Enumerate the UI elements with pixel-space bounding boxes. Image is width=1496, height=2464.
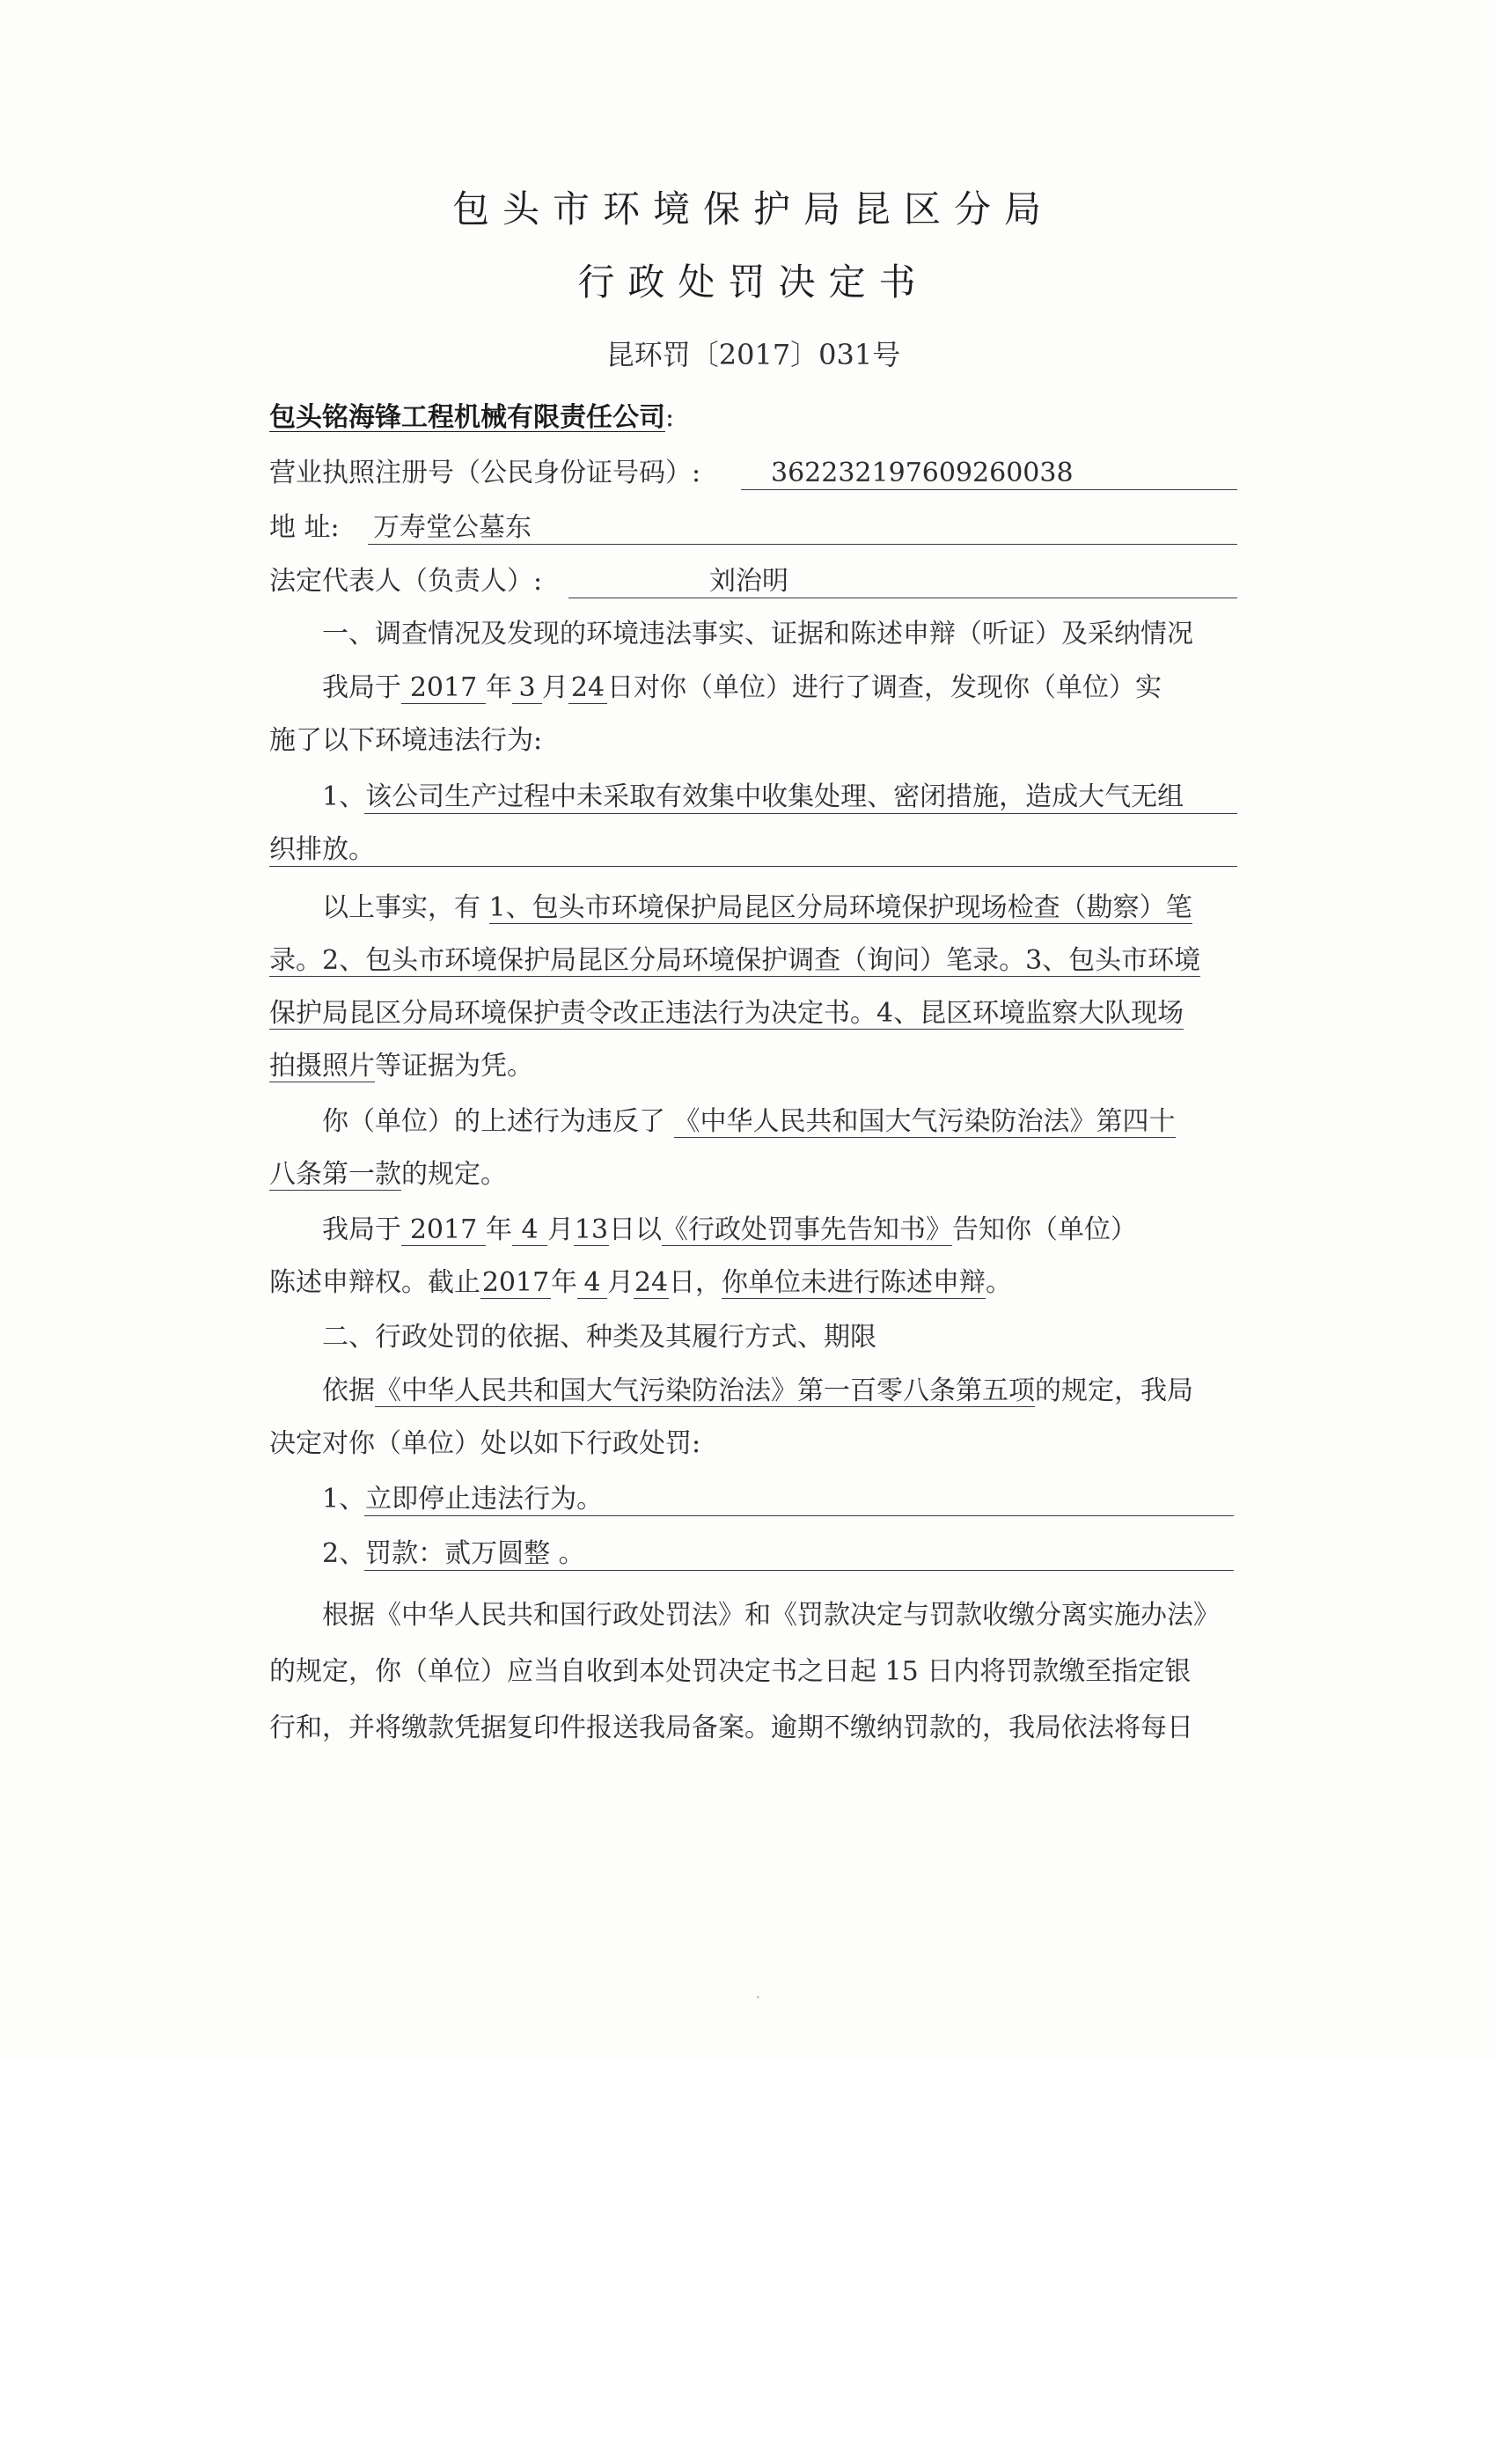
violation-underline2 bbox=[269, 866, 1237, 867]
penalty1-line bbox=[322, 1482, 603, 1517]
address-line bbox=[269, 510, 340, 546]
inv-suffix: 日对你（单位）进行了调查，发现你（单位）实 bbox=[607, 672, 1162, 703]
section2-heading: 二、行政处罚的依据、种类及其履行方式、期限 bbox=[322, 1322, 876, 1353]
notice-prefix: 我局于 bbox=[322, 1214, 401, 1245]
party-name-colon: : bbox=[665, 402, 675, 433]
violation-number: 1、 bbox=[322, 781, 366, 812]
notice-line bbox=[322, 1213, 1137, 1248]
notice-year: 2017 bbox=[401, 1215, 486, 1246]
evidence-line3 bbox=[269, 996, 1184, 1031]
license-value: 362232197609260038 bbox=[771, 458, 1074, 488]
defense-day: 24 bbox=[634, 1267, 669, 1298]
notice-document: 《行政处罚事先告知书》 bbox=[662, 1214, 952, 1245]
violation-line1 bbox=[322, 780, 1184, 815]
defense-year: 2017 bbox=[481, 1267, 550, 1298]
penalty2-line bbox=[322, 1536, 585, 1572]
law-prefix: 你（单位）的上述行为违反了 bbox=[322, 1106, 674, 1137]
defense-line bbox=[269, 1265, 1012, 1301]
defense-year-unit: 年 bbox=[551, 1267, 577, 1298]
basis-suffix: 的规定，我局 bbox=[1035, 1375, 1193, 1406]
evidence-text3: 保护局昆区分局环境保护责令改正违法行为决定书。4、昆区环境监察大队现场 bbox=[269, 998, 1184, 1029]
notice-day: 13 bbox=[574, 1214, 609, 1245]
violation-underline1 bbox=[364, 813, 1237, 814]
representative-line bbox=[269, 564, 542, 599]
defense-prefix: 陈述申辩权。截止 bbox=[269, 1267, 480, 1298]
penalty1-underline bbox=[364, 1515, 1234, 1516]
defense-month-unit: 月 bbox=[607, 1267, 634, 1298]
address-value: 万寿堂公墓东 bbox=[373, 512, 532, 543]
basis-line1 bbox=[322, 1374, 1193, 1409]
basis-prefix: 依据 bbox=[322, 1375, 375, 1406]
violation-line2: 织排放。 bbox=[269, 834, 375, 865]
evidence-text1: 1、包头市环境保护局昆区分局环境保护现场检查（勘察）笔 bbox=[488, 892, 1192, 923]
agency-title: 包头市环境保护局昆区分局 bbox=[451, 187, 1054, 231]
license-label: 营业执照注册号（公民身份证号码）: bbox=[269, 458, 701, 488]
notice-year-unit: 年 bbox=[486, 1214, 512, 1245]
evidence-text2: 录。2、包头市环境保护局昆区分局环境保护调查（询问）笔录。3、包头市环境 bbox=[269, 945, 1201, 976]
violation-text1: 该公司生产过程中未采取有效集中收集处理、密闭措施，造成大气无组 bbox=[365, 781, 1184, 812]
evidence-text4: 拍摄照片 bbox=[269, 1051, 375, 1082]
defense-result: 你单位未进行陈述申辩 bbox=[722, 1267, 986, 1298]
license-line bbox=[269, 456, 700, 491]
penalty1-number: 1、 bbox=[322, 1484, 366, 1514]
evidence-line4 bbox=[269, 1049, 533, 1084]
payment-line3: 行和，并将缴款凭据复印件报送我局备案。逾期不缴纳罚款的，我局依法将每日 bbox=[269, 1712, 1193, 1743]
evidence-line2 bbox=[269, 943, 1200, 979]
investigation-line1 bbox=[322, 671, 1162, 706]
document-type-title: 行政处罚决定书 bbox=[577, 260, 929, 304]
inv-month: 3 bbox=[512, 673, 542, 704]
penalty2-text: 罚款：贰万圆整 。 bbox=[365, 1538, 585, 1569]
law-line2 bbox=[269, 1157, 507, 1192]
defense-end: 。 bbox=[986, 1267, 1012, 1298]
notice-month-unit: 月 bbox=[547, 1214, 574, 1245]
inv-year: 2017 bbox=[401, 673, 486, 704]
law-text1: 《中华人民共和国大气污染防治法》第四十 bbox=[673, 1106, 1176, 1137]
party-name-line bbox=[269, 400, 674, 436]
basis-line2: 决定对你（单位）处以如下行政处罚: bbox=[269, 1428, 701, 1459]
notice-mid: 日以 bbox=[609, 1214, 662, 1245]
evidence-suffix: 等证据为凭。 bbox=[375, 1051, 533, 1082]
representative-value: 刘治明 bbox=[709, 566, 788, 597]
basis-law: 《中华人民共和国大气污染防治法》第一百零八条第五项 bbox=[375, 1375, 1035, 1406]
representative-label: 法定代表人（负责人）: bbox=[269, 566, 543, 597]
penalty2-underline bbox=[364, 1570, 1234, 1571]
penalty2-number: 2、 bbox=[322, 1538, 366, 1569]
law-text2: 八条第一款 bbox=[269, 1159, 401, 1190]
document-number: 昆环罚〔2017〕031号 bbox=[605, 338, 901, 371]
inv-month-unit: 月 bbox=[542, 672, 568, 703]
address-label: 地 址: bbox=[269, 512, 340, 543]
defense-day-unit: 日， bbox=[669, 1267, 722, 1298]
inv-prefix: 我局于 bbox=[322, 672, 401, 703]
penalty1-text: 立即停止违法行为。 bbox=[365, 1484, 604, 1514]
notice-suffix: 告知你（单位） bbox=[952, 1214, 1137, 1245]
investigation-line2: 施了以下环境违法行为: bbox=[269, 725, 543, 756]
inv-year-unit: 年 bbox=[486, 672, 512, 703]
payment-line1: 根据《中华人民共和国行政处罚法》和《罚款决定与罚款收缴分离实施办法》 bbox=[322, 1600, 1220, 1631]
party-name: 包头铭海锋工程机械有限责任公司 bbox=[269, 402, 665, 433]
section1-heading: 一、调查情况及发现的环境违法事实、证据和陈述申辩（听证）及采纳情况 bbox=[322, 619, 1193, 649]
evidence-line1 bbox=[322, 891, 1192, 926]
defense-month: 4 bbox=[577, 1268, 607, 1299]
law-line1 bbox=[322, 1104, 1176, 1140]
notice-month: 4 bbox=[512, 1215, 547, 1246]
inv-day: 24 bbox=[568, 673, 607, 704]
scan-speck bbox=[757, 1996, 759, 1998]
evidence-prefix: 以上事实，有 bbox=[322, 892, 489, 923]
payment-line2: 的规定，你（单位）应当自收到本处罚决定书之日起 15 日内将罚款缴至指定银 bbox=[269, 1656, 1192, 1687]
law-suffix: 的规定。 bbox=[401, 1159, 507, 1190]
